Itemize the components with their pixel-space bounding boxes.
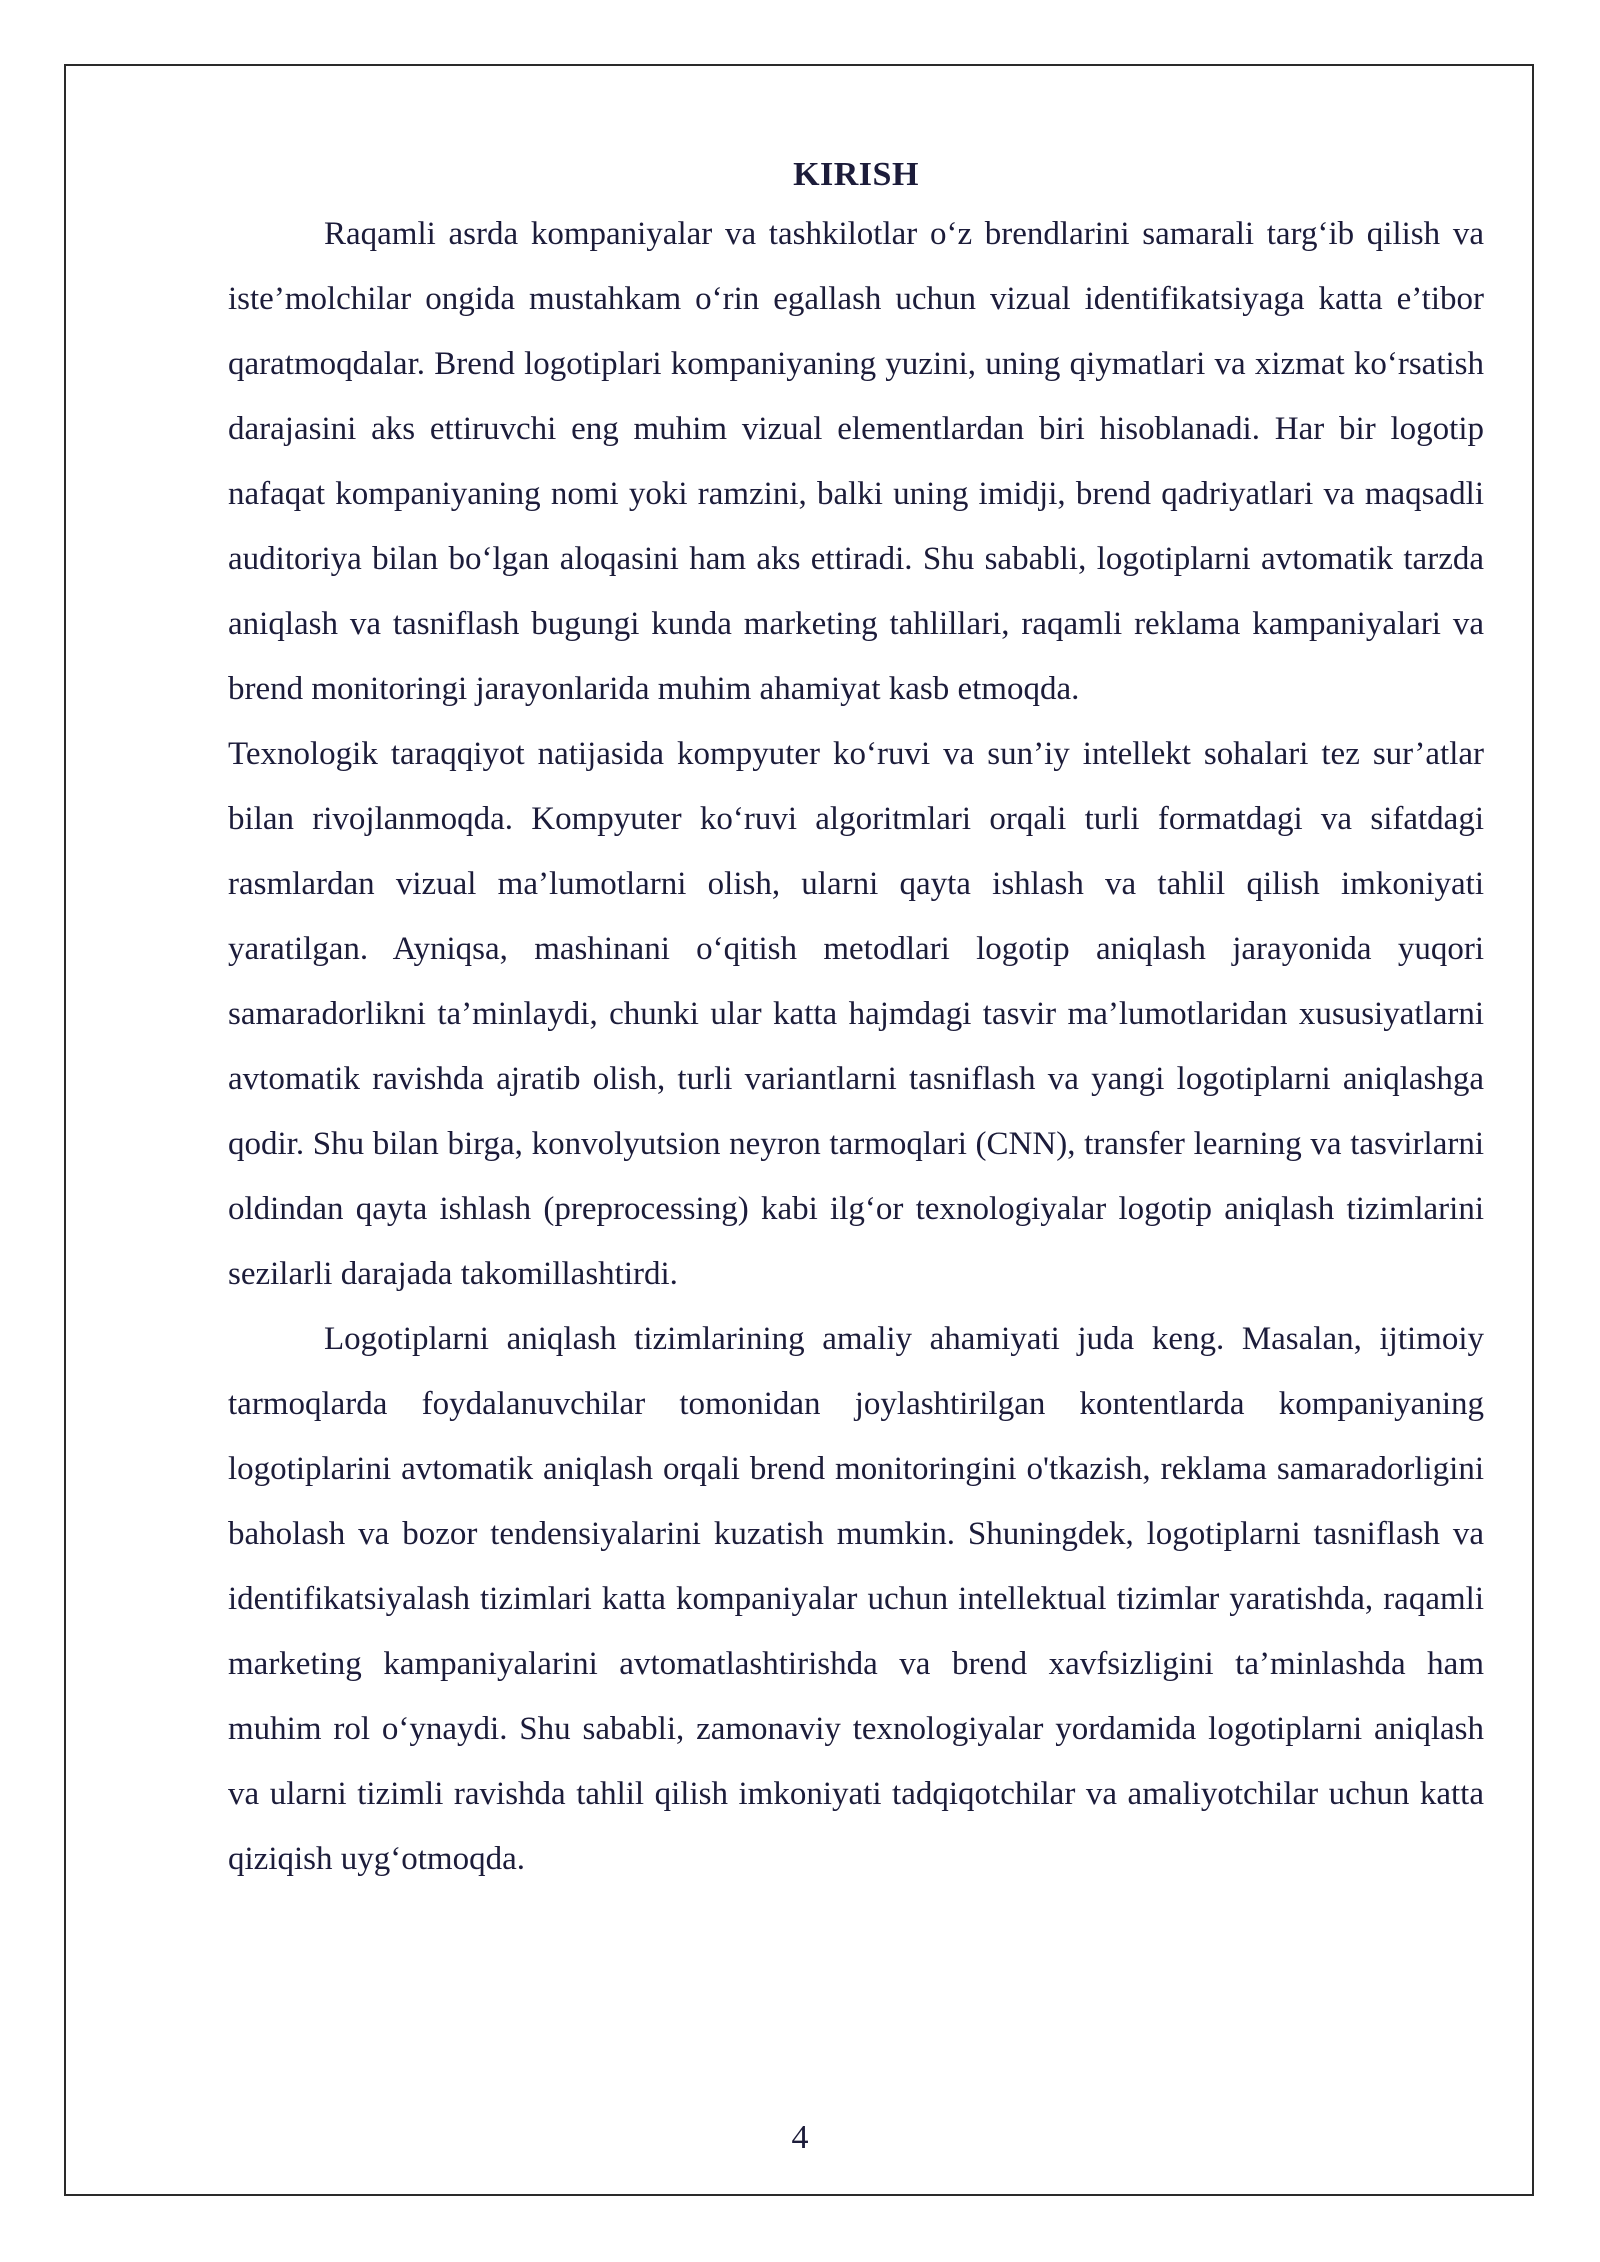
- page-number: 4: [791, 2119, 809, 2156]
- section-title: KIRISH: [793, 156, 919, 193]
- paragraph-intro: Raqamli asrda kompaniyalar va tashkilotlar o‘z brendlarini samarali targ‘ib qilish va iste’molchilar ongida mustahkam o‘rin egallash uchun vizual identifikatsiyaga katta e’tibor qaratmoqdalar. Brend logotiplari kompaniyaning yuzini, uning qiymatlari va xizmat ko‘rsatish darajasini aks ettiruvchi eng muhim vizual elementlardan biri hisoblanadi. Har bir logotip nafaqat kompaniyaning nomi yoki ramzini, balki uning imidji, brend qadriyatlari va maqsadli auditoriya bilan bo‘lgan aloqasini ham aks ettiradi. Shu sababli, logotiplarni avtomatik tarzda aniqlash va tasniflash bugungi kunda marketing tahlillari, raqamli reklama kampaniyalari va brend monitoringi jarayonlarida muhim ahamiyat kasb etmoqda.: [228, 216, 1484, 707]
- paragraph-applications: Logotiplarni aniqlash tizimlarining amaliy ahamiyati juda keng. Masalan, ijtimoiy tarmoqlarda foydalanuvchilar tomonidan joylashtirilgan kontentlarda kompaniyaning logotiplarini avtomatik aniqlash orqali brend monitoringini o'tkazish, reklama samaradorligini baholash va bozor tendensiyalarini kuzatish mumkin. Shuningdek, logotiplarni tasniflash va identifikatsiyalash tizimlari katta kompaniyalar uchun intellektual tizimlar yaratishda, raqamli marketing kampaniyalarini avtomatlashtirishda va brend xavfsizligini ta’minlashda ham muhim rol o‘ynaydi. Shu sababli, zamonaviy texnologiyalar yordamida logotiplarni aniqlash va ularni tizimli ravishda tahlil qilish imkoniyati tadqiqotchilar va amaliyotchilar uchun katta qiziqish uyg‘otmoqda.: [228, 1321, 1484, 1877]
- paragraph-technology: Texnologik taraqqiyot natijasida kompyuter ko‘ruvi va sun’iy intellekt sohalari tez sur’atlar bilan rivojlanmoqda. Kompyuter ko‘ruvi algoritmlari orqali turli formatdagi va sifatdagi rasmlardan vizual ma’lumotlarni olish, ularni qayta ishlash va tahlil qilish imkoniyati yaratilgan. Ayniqsa, mashinani o‘qitish metodlari logotip aniqlash jarayonida yuqori samaradorlikni ta’minlaydi, chunki ular katta hajmdagi tasvir ma’lumotlaridan xususiyatlarni avtomatik ravishda ajratib olish, turli variantlarni tasniflash va yangi logotiplarni aniqlashga qodir. Shu bilan birga, konvolyutsion neyron tarmoqlari (CNN), transfer learning va tasvirlarni oldindan qayta ishlash (preprocessing) kabi ilg‘or texnologiyalar logotip aniqlash tizimlarini sezilarli darajada takomillashtirdi.: [228, 736, 1484, 1292]
- page-content: [228, 148, 1484, 1892]
